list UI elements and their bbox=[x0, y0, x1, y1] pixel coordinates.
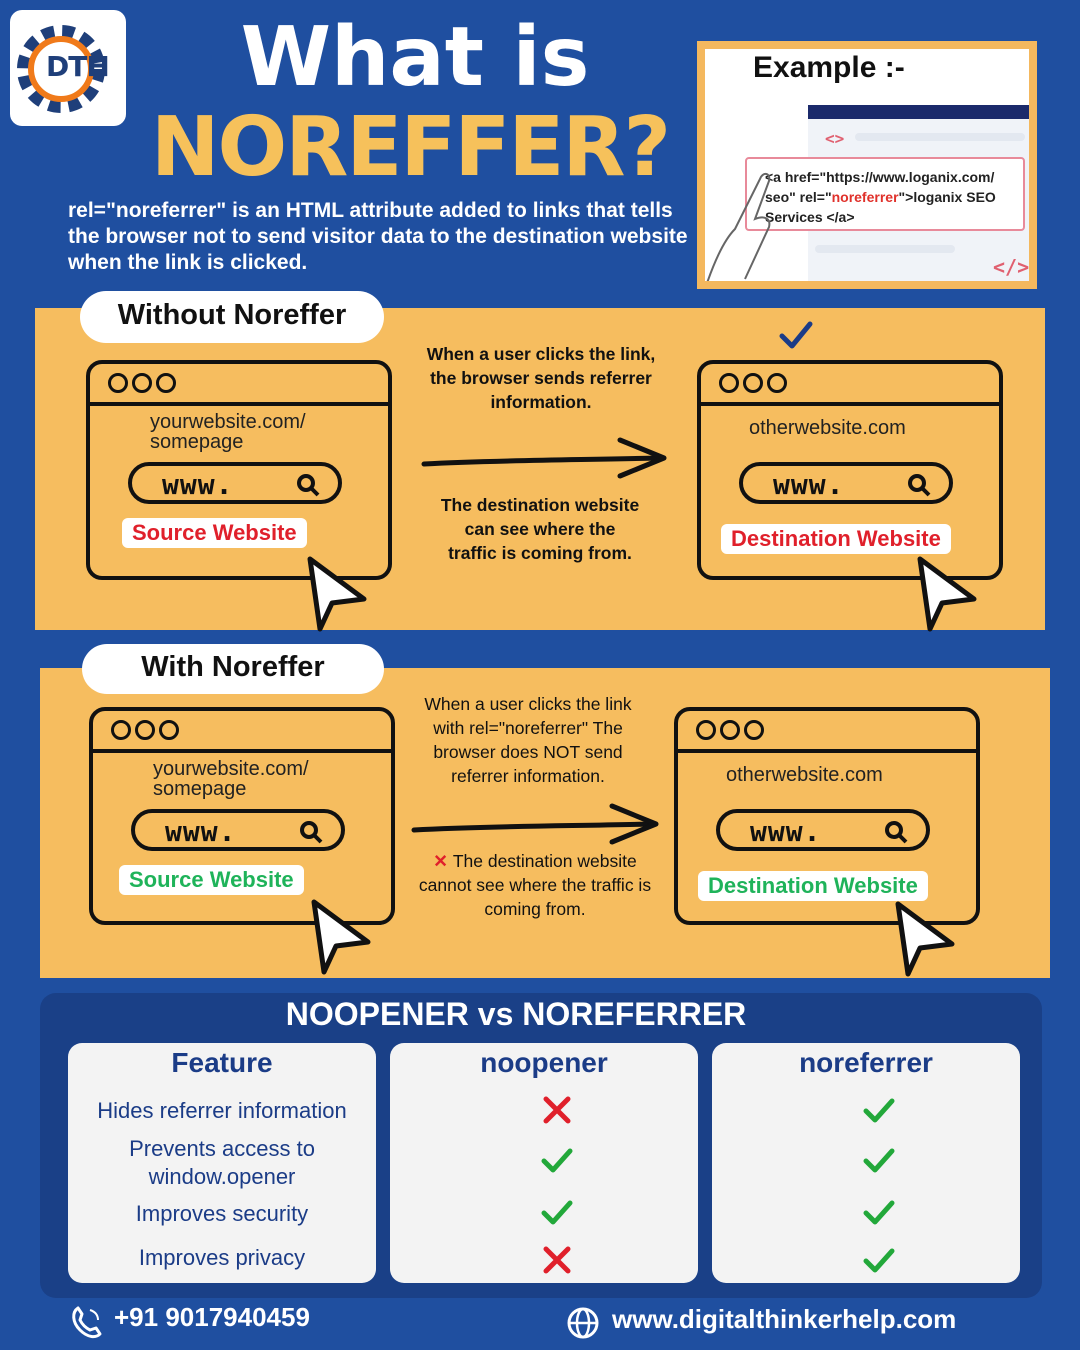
search-text: www. bbox=[165, 815, 237, 848]
column-header: noopener bbox=[480, 1047, 608, 1078]
noopener-column bbox=[390, 1043, 698, 1283]
example-close-tag: </> bbox=[993, 255, 1029, 279]
search-text: www. bbox=[773, 468, 845, 501]
cross-icon bbox=[540, 1093, 574, 1127]
source-label: Source Website bbox=[122, 518, 307, 548]
search-bar[interactable] bbox=[716, 809, 930, 851]
column-header: noreferrer bbox=[799, 1047, 933, 1078]
with-top-text: When a user clicks the link with rel="noreferrer" The browser does NOT send referrer information. bbox=[424, 694, 632, 786]
example-code bbox=[745, 157, 1025, 231]
source-browser bbox=[86, 360, 392, 580]
feature-row: Prevents access to window.opener bbox=[129, 1136, 315, 1189]
with-bottom-text bbox=[412, 849, 658, 921]
arrow-icon bbox=[420, 436, 670, 480]
example-browser-bar bbox=[808, 105, 1029, 119]
check-icon bbox=[540, 1143, 574, 1177]
browser-titlebar bbox=[93, 711, 391, 753]
search-icon bbox=[884, 820, 908, 844]
destination-label: Destination Website bbox=[698, 871, 928, 901]
source-url: yourwebsite.com/ somepage bbox=[153, 758, 309, 800]
page-title: What is bbox=[240, 10, 590, 105]
check-icon bbox=[862, 1143, 896, 1177]
footer-website[interactable]: www.digitalthinkerhelp.com bbox=[612, 1304, 957, 1334]
code-line: <a href="https://www.loganix.com/ bbox=[765, 169, 995, 185]
search-bar[interactable] bbox=[128, 462, 342, 504]
search-icon bbox=[907, 473, 931, 497]
code-line: Services </a> bbox=[765, 209, 855, 225]
phone-icon bbox=[70, 1304, 104, 1340]
page-title-highlight: NOREFFER? bbox=[150, 100, 670, 195]
browser-titlebar bbox=[90, 364, 388, 406]
without-top-text: When a user clicks the link, the browser sends referrer information. bbox=[426, 344, 656, 412]
cursor-icon bbox=[296, 555, 372, 635]
logo-text: DTH bbox=[46, 50, 109, 83]
search-text: www. bbox=[162, 468, 234, 501]
feature-row: Hides referrer information bbox=[97, 1098, 347, 1123]
destination-label: Destination Website bbox=[721, 524, 951, 554]
hand-icon bbox=[705, 149, 785, 281]
check-icon bbox=[862, 1093, 896, 1127]
example-open-tag: <> bbox=[825, 129, 845, 148]
search-bar[interactable] bbox=[131, 809, 345, 851]
search-text: www. bbox=[750, 815, 822, 848]
source-url: yourwebsite.com/ somepage bbox=[150, 411, 306, 453]
destination-url: otherwebsite.com bbox=[749, 417, 906, 439]
source-browser bbox=[89, 707, 395, 925]
cursor-icon bbox=[884, 900, 960, 980]
search-icon bbox=[299, 820, 323, 844]
code-line: seo" rel="noreferrer">loganix SEO bbox=[765, 189, 996, 205]
destination-url: otherwebsite.com bbox=[726, 764, 883, 786]
footer-phone[interactable]: +91 9017940459 bbox=[114, 1302, 310, 1332]
example-title: Example :- bbox=[753, 51, 905, 84]
example-card bbox=[697, 41, 1037, 289]
with-heading: With Noreffer bbox=[82, 644, 384, 694]
check-icon bbox=[862, 1195, 896, 1229]
feature-row: Improves privacy bbox=[138, 1245, 306, 1270]
without-bottom-text: The destination website can see where the traffic is coming from. bbox=[440, 495, 640, 563]
check-icon bbox=[778, 320, 814, 350]
check-icon bbox=[540, 1195, 574, 1229]
search-bar[interactable] bbox=[739, 462, 953, 504]
cross-icon: ✕ bbox=[433, 851, 453, 871]
source-label: Source Website bbox=[119, 865, 304, 895]
check-icon bbox=[862, 1243, 896, 1277]
column-header: Feature bbox=[171, 1047, 273, 1078]
noreferrer-column bbox=[712, 1043, 1020, 1283]
cursor-icon bbox=[906, 555, 982, 635]
globe-icon bbox=[566, 1306, 600, 1340]
cross-icon bbox=[540, 1243, 574, 1277]
intro-text: rel="noreferrer" is an HTML attribute added to links that tells the browser not to send visitor data to the destination website when the link is clicked. bbox=[68, 199, 688, 274]
logo bbox=[10, 10, 126, 126]
destination-browser bbox=[697, 360, 1003, 580]
feature-column bbox=[68, 1043, 376, 1283]
arrow-icon bbox=[410, 802, 662, 846]
cursor-icon bbox=[300, 898, 376, 978]
destination-browser bbox=[674, 707, 980, 925]
without-heading: Without Noreffer bbox=[80, 291, 384, 343]
comparison-title: NOOPENER vs NOREFERRER bbox=[285, 996, 747, 1032]
browser-titlebar bbox=[678, 711, 976, 753]
browser-titlebar bbox=[701, 364, 999, 406]
feature-row: Improves security bbox=[135, 1201, 309, 1226]
with-bottom-text-content: The destination website cannot see where the traffic is coming from. bbox=[418, 851, 652, 919]
search-icon bbox=[296, 473, 320, 497]
